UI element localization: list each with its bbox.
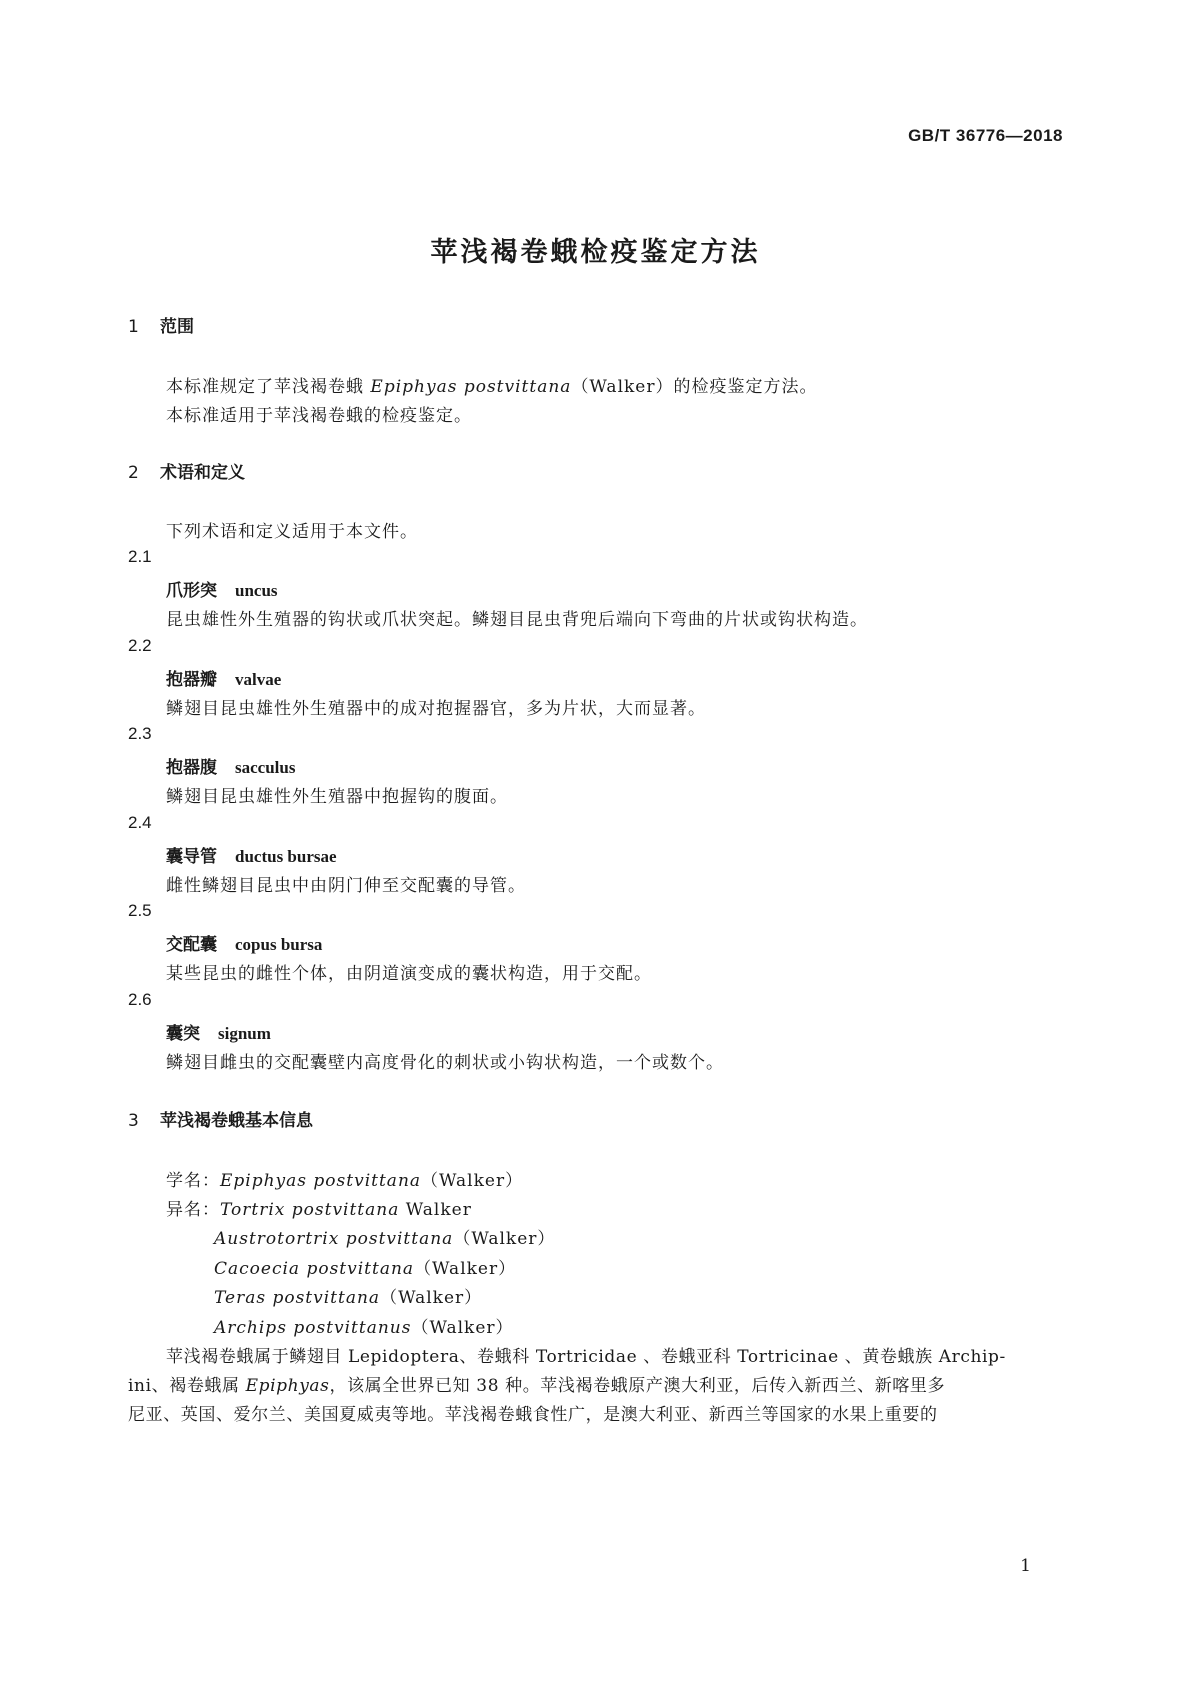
scope-paragraph-2: 本标准适用于苹浅褐卷蛾的检疫鉴定。: [166, 406, 472, 426]
term-number: 2.3: [128, 724, 152, 743]
term-cn: 交配囊: [166, 935, 217, 955]
synonym-author: （Walker）: [411, 1318, 514, 1338]
standard-number: GB/T 36776—2018: [908, 126, 1063, 145]
term-definition: 昆虫雄性外生殖器的钩状或爪状突起。鳞翅目昆虫背兜后端向下弯曲的片状或钩状构造。: [166, 610, 868, 630]
term-heading: [166, 930, 322, 955]
term-number: 2.1: [128, 547, 152, 566]
synonym-line: [166, 1195, 472, 1220]
section-1-title: 范围: [160, 317, 194, 337]
section-2-heading: [128, 458, 245, 483]
synonym-name: Tortrix postvittana: [220, 1200, 400, 1220]
synonym-name: Archips postvittanus: [214, 1318, 412, 1338]
synonym-name: Cacoecia postvittana: [214, 1259, 415, 1279]
term-en: signum: [218, 1024, 271, 1043]
sci-label: 学名：: [166, 1171, 220, 1191]
synonym-name: Austrotortrix postvittana: [214, 1229, 454, 1249]
term-cn: 爪形突: [166, 581, 217, 601]
scope-p1-text: 本标准规定了苹浅褐卷蛾: [166, 377, 371, 397]
scope-p1-author: （Walker）的检疫鉴定方法。: [571, 377, 818, 397]
term-en: ductus bursae: [235, 847, 337, 866]
terms-intro: 下列术语和定义适用于本文件。: [166, 522, 418, 542]
term-definition: 鳞翅目雌虫的交配囊壁内高度骨化的刺状或小钩状构造，一个或数个。: [166, 1053, 724, 1073]
term-en: sacculus: [235, 758, 296, 777]
term-heading: [166, 576, 278, 601]
synonym-author: （Walker）: [414, 1259, 517, 1279]
term-number: 2.4: [128, 813, 152, 832]
taxonomy-paragraph-line-1: 苹浅褐卷蛾属于鳞翅目 Lepidoptera、卷蛾科 Tortricidae 、卷蛾亚科 Tortricinae 、黄卷蛾族 Archip-: [166, 1347, 1006, 1367]
section-3-heading: [128, 1106, 313, 1131]
term-definition: 鳞翅目昆虫雄性外生殖器中的成对抱握器官，多为片状，大而显著。: [166, 699, 706, 719]
term-en: copus bursa: [235, 935, 323, 954]
term-number: 2.5: [128, 901, 152, 920]
term-heading: [166, 665, 281, 690]
taxonomy-paragraph-line-2: [128, 1371, 945, 1396]
synonym-line: [214, 1254, 516, 1279]
page-number: 1: [1020, 1556, 1031, 1576]
section-3-title: 苹浅褐卷蛾基本信息: [160, 1111, 313, 1131]
synonym-line: [214, 1313, 514, 1338]
para-l2-genus: Epiphyas: [245, 1376, 330, 1396]
synonym-author: Walker: [399, 1200, 472, 1220]
term-en: uncus: [235, 581, 278, 600]
synonym-line: [214, 1224, 555, 1249]
section-2-title: 术语和定义: [160, 463, 245, 483]
sci-author: （Walker）: [421, 1171, 524, 1191]
document-title: 苹浅褐卷蛾检疫鉴定方法: [430, 237, 761, 268]
synonym-author: （Walker）: [380, 1288, 483, 1308]
term-number: 2.6: [128, 990, 152, 1009]
term-definition: 雌性鳞翅目昆虫中由阴门伸至交配囊的导管。: [166, 876, 526, 896]
para-l2-post: ，该属全世界已知 38 种。苹浅褐卷蛾原产澳大利亚，后传入新西兰、新喀里多: [329, 1376, 946, 1396]
synonym-author: （Walker）: [453, 1229, 556, 1249]
term-en: valvae: [235, 670, 282, 689]
syn-label: 异名：: [166, 1200, 220, 1220]
section-1-number: 1: [128, 317, 139, 337]
term-definition: 某些昆虫的雌性个体，由阴道演变成的囊状构造，用于交配。: [166, 964, 652, 984]
term-cn: 囊突: [166, 1024, 200, 1044]
term-heading: [166, 753, 295, 778]
term-heading: [166, 1019, 271, 1044]
section-3-number: 3: [128, 1111, 139, 1131]
scientific-name-line: [166, 1166, 523, 1191]
section-2-number: 2: [128, 463, 139, 483]
term-cn: 抱器瓣: [166, 670, 217, 690]
scope-paragraph-1: [166, 372, 818, 397]
term-definition: 鳞翅目昆虫雄性外生殖器中抱握钩的腹面。: [166, 787, 508, 807]
taxonomy-paragraph-line-3: 尼亚、英国、爱尔兰、美国夏威夷等地。苹浅褐卷蛾食性广，是澳大利亚、新西兰等国家的水果上重要的: [128, 1405, 938, 1425]
term-cn: 囊导管: [166, 847, 217, 867]
term-number: 2.2: [128, 636, 152, 655]
synonym-name: Teras postvittana: [214, 1288, 381, 1308]
term-heading: [166, 842, 337, 867]
para-l2-pre: ini、褐卷蛾属: [128, 1376, 246, 1396]
section-1-heading: [128, 312, 194, 337]
term-cn: 抱器腹: [166, 758, 217, 778]
sci-name: Epiphyas postvittana: [220, 1171, 422, 1191]
scope-p1-scientific-name: Epiphyas postvittana: [370, 377, 572, 397]
synonym-line: [214, 1283, 482, 1308]
